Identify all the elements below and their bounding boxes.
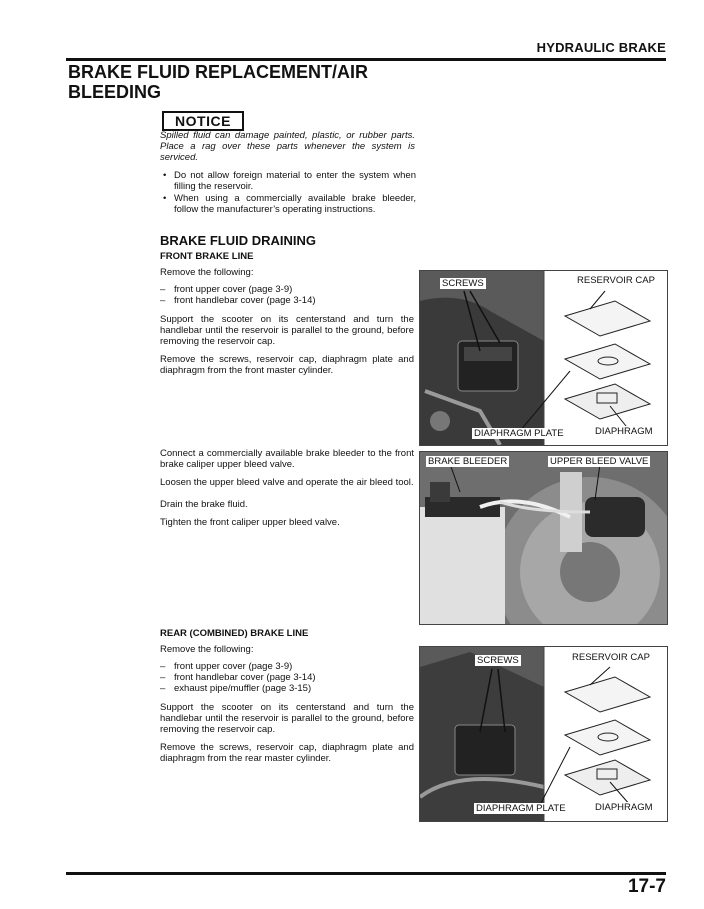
section-header: HYDRAULIC BRAKE — [536, 40, 666, 55]
label-upper-bleed-valve: UPPER BLEED VALVE — [550, 456, 649, 467]
figure-rear-reservoir — [419, 646, 668, 822]
page-number: 17-7 — [627, 876, 666, 897]
rear-reservoir-illustration — [420, 647, 667, 821]
front-para-loosen: Loosen the upper bleed valve and operate the air bleed tool. — [160, 477, 414, 488]
notice-label: NOTICE — [162, 111, 244, 131]
label-reservoir-cap: RESERVOIR CAP — [577, 275, 655, 286]
front-line-heading: FRONT BRAKE LINE — [160, 251, 254, 262]
rear-para-remove: Remove the screws, reservoir cap, diaphragm plate and diaphragm from the rear master cylinder. — [160, 742, 414, 764]
list-item: – front upper cover (page 3-9) — [160, 661, 414, 672]
front-remove-intro: Remove the following: — [160, 267, 254, 278]
front-para-tighten: Tighten the front caliper upper bleed valve. — [160, 517, 340, 528]
rear-remove-intro: Remove the following: — [160, 644, 254, 655]
label-diaphragm: DIAPHRAGM — [595, 802, 653, 813]
label-screws: SCREWS — [477, 655, 519, 666]
list-item: – exhaust pipe/muffler (page 3-15) — [160, 683, 414, 694]
top-rule — [66, 58, 666, 61]
figure-brake-bleeder — [419, 451, 668, 625]
rear-line-heading: REAR (COMBINED) BRAKE LINE — [160, 628, 309, 639]
front-reservoir-illustration — [420, 271, 667, 445]
notice-text: Spilled fluid can damage painted, plastic, or rubber parts. Place a rag over these parts whenever the system is serviced. — [160, 130, 415, 163]
brake-bleeder-illustration — [420, 452, 667, 624]
front-para-support: Support the scooter on its centerstand and turn the handlebar until the reservoir is parallel to the ground, before removing the reservoir cap. — [160, 314, 414, 347]
label-diaphragm: DIAPHRAGM — [595, 426, 653, 437]
label-diaphragm-plate: DIAPHRAGM PLATE — [476, 803, 566, 814]
page-title: BRAKE FLUID REPLACEMENT/AIR BLEEDING — [68, 62, 368, 102]
label-reservoir-cap: RESERVOIR CAP — [572, 652, 650, 663]
front-para-connect: Connect a commercially available brake bleeder to the front brake caliper upper bleed valve. — [160, 448, 414, 470]
rear-remove-list — [160, 661, 414, 694]
bottom-rule — [66, 872, 666, 875]
list-item: – front handlebar cover (page 3-14) — [160, 672, 414, 683]
label-brake-bleeder: BRAKE BLEEDER — [428, 456, 508, 467]
figure-front-reservoir — [419, 270, 668, 446]
front-para-remove: Remove the screws, reservoir cap, diaphragm plate and diaphragm from the front master cylinder. — [160, 354, 414, 376]
front-para-drain: Drain the brake fluid. — [160, 499, 248, 510]
list-item: – front upper cover (page 3-9) — [160, 284, 414, 295]
draining-heading: BRAKE FLUID DRAINING — [160, 233, 316, 248]
notice-bullet: • Do not allow foreign material to enter the system when filling the reservoir. — [160, 170, 416, 192]
label-diaphragm-plate: DIAPHRAGM PLATE — [474, 428, 564, 439]
list-item: – front handlebar cover (page 3-14) — [160, 295, 414, 306]
notice-bullet: • When using a commercially available brake bleeder, follow the manufacturer’s operating instructions. — [160, 193, 416, 215]
front-remove-list — [160, 284, 414, 306]
label-screws: SCREWS — [442, 278, 484, 289]
notice-bullets — [160, 170, 416, 216]
rear-para-support: Support the scooter on its centerstand and turn the handlebar until the reservoir is parallel to the ground, before removing the reservoir cap. — [160, 702, 414, 735]
